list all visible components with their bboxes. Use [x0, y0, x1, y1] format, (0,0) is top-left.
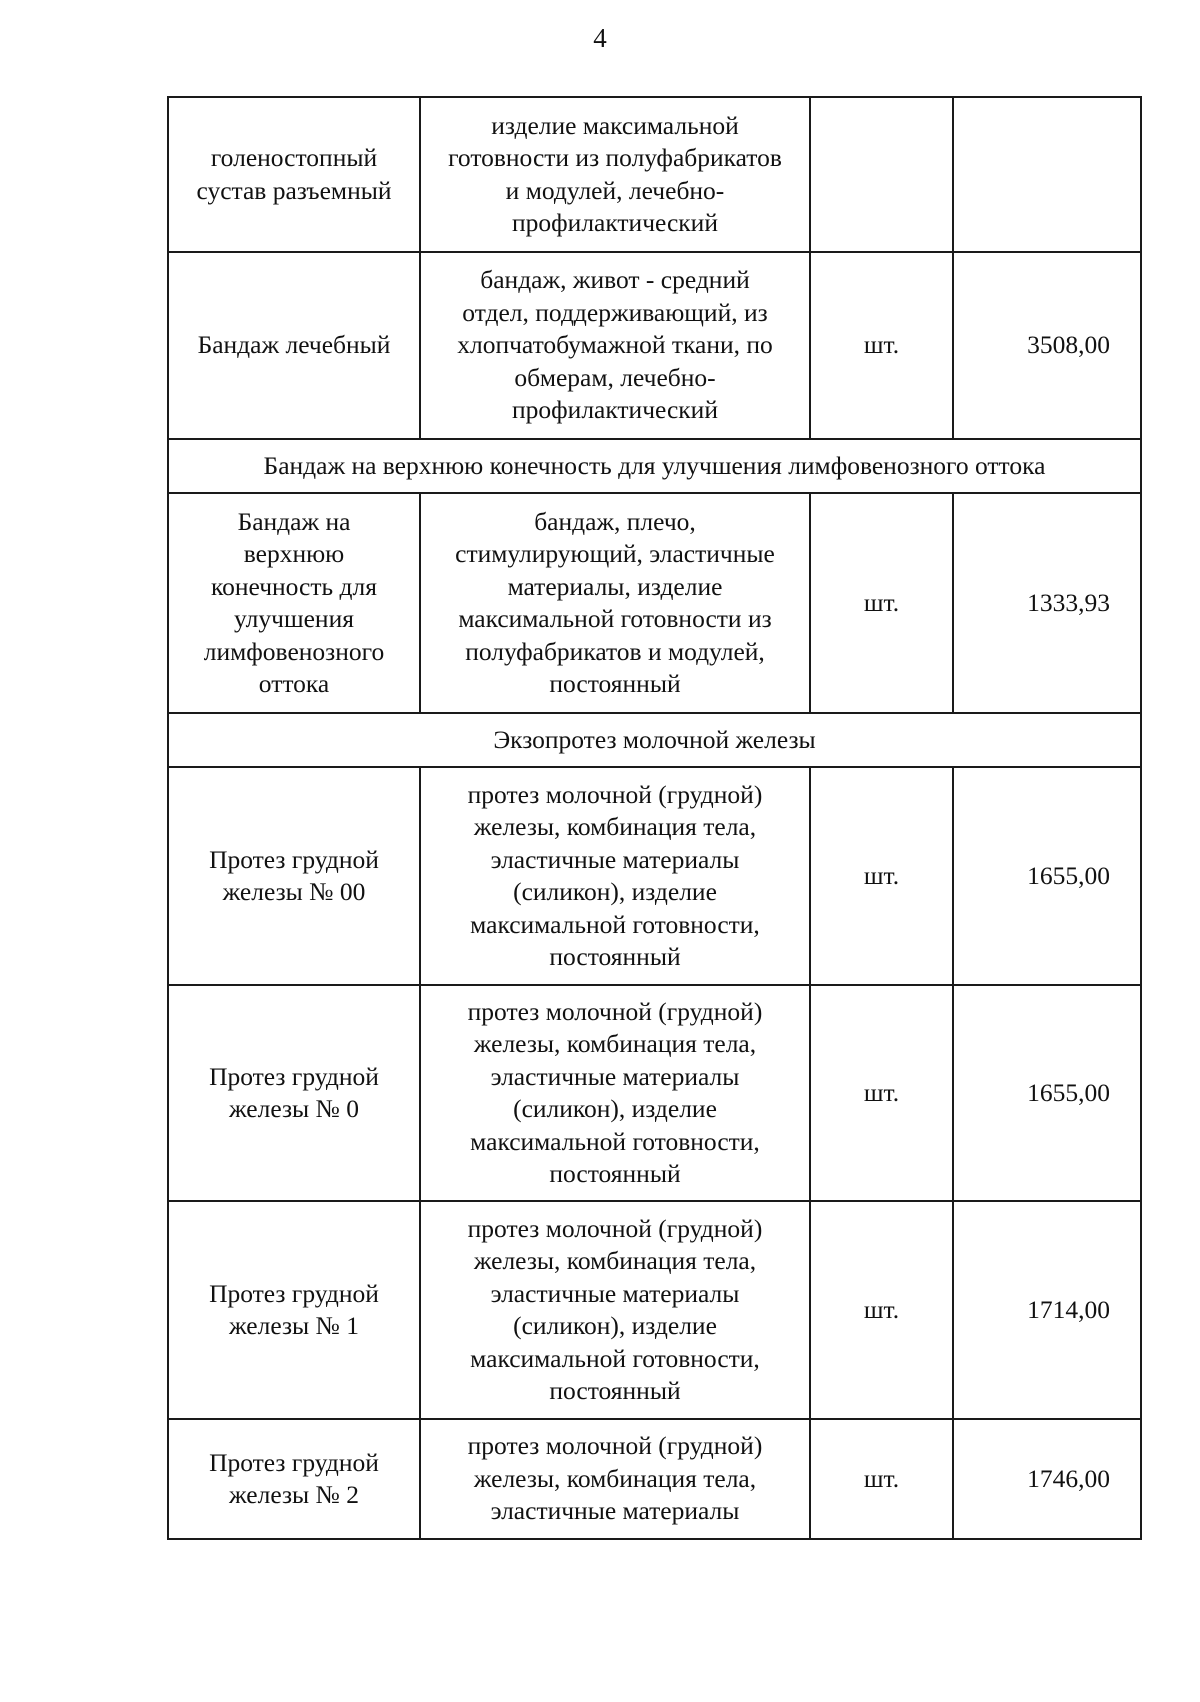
product-name-cell: Протез грудной железы № 00 [168, 767, 420, 985]
section-header-row [168, 713, 1141, 767]
product-name-cell: Протез грудной железы № 0 [168, 985, 420, 1201]
section-title: Бандаж на верхнюю конечность для улучшения лимфовенозного оттока [168, 439, 1141, 493]
price-cell: 3508,00 [953, 252, 1141, 439]
product-name-cell: голеностопный сустав разъемный [168, 97, 420, 252]
price-table-body [168, 97, 1141, 1539]
price-cell [953, 97, 1141, 252]
unit-cell: шт. [810, 493, 953, 713]
product-description-cell: протез молочной (грудной) железы, комбинация тела, эластичные материалы (силикон), изделие максимальной готовности, постоянный [420, 985, 810, 1201]
unit-cell: шт. [810, 1201, 953, 1419]
product-description-cell: бандаж, плечо, стимулирующий, эластичные материалы, изделие максимальной готовности из полуфабрикатов и модулей, постоянный [420, 493, 810, 713]
product-description-cell: бандаж, живот - средний отдел, поддерживающий, из хлопчатобумажной ткани, по обмерам, лечебно- профилактический [420, 252, 810, 439]
price-cell: 1655,00 [953, 767, 1141, 985]
product-name-cell: Протез грудной железы № 1 [168, 1201, 420, 1419]
table-row [168, 252, 1141, 439]
section-title: Экзопротез молочной железы [168, 713, 1141, 767]
table-row [168, 1419, 1141, 1539]
table-row [168, 767, 1141, 985]
price-cell: 1714,00 [953, 1201, 1141, 1419]
unit-cell [810, 97, 953, 252]
product-description-cell: протез молочной (грудной) железы, комбинация тела, эластичные материалы (силикон), изделие максимальной готовности, постоянный [420, 767, 810, 985]
product-description-cell: протез молочной (грудной) железы, комбинация тела, эластичные материалы (силикон), изделие максимальной готовности, постоянный [420, 1201, 810, 1419]
table-row [168, 97, 1141, 252]
unit-cell: шт. [810, 985, 953, 1201]
product-description-cell: протез молочной (грудной) железы, комбинация тела, эластичные материалы [420, 1419, 810, 1539]
table-row [168, 985, 1141, 1201]
unit-cell: шт. [810, 252, 953, 439]
price-cell: 1655,00 [953, 985, 1141, 1201]
page-number: 4 [593, 23, 607, 53]
section-header-row [168, 439, 1141, 493]
table-row [168, 493, 1141, 713]
table-row [168, 1201, 1141, 1419]
product-name-cell: Протез грудной железы № 2 [168, 1419, 420, 1539]
product-description-cell: изделие максимальной готовности из полуфабрикатов и модулей, лечебно- профилактический [420, 97, 810, 252]
unit-cell: шт. [810, 767, 953, 985]
product-name-cell: Бандаж лечебный [168, 252, 420, 439]
price-cell: 1333,93 [953, 493, 1141, 713]
price-table [167, 96, 1142, 1540]
product-name-cell: Бандаж на верхнюю конечность для улучшения лимфовенозного оттока [168, 493, 420, 713]
price-cell: 1746,00 [953, 1419, 1141, 1539]
unit-cell: шт. [810, 1419, 953, 1539]
